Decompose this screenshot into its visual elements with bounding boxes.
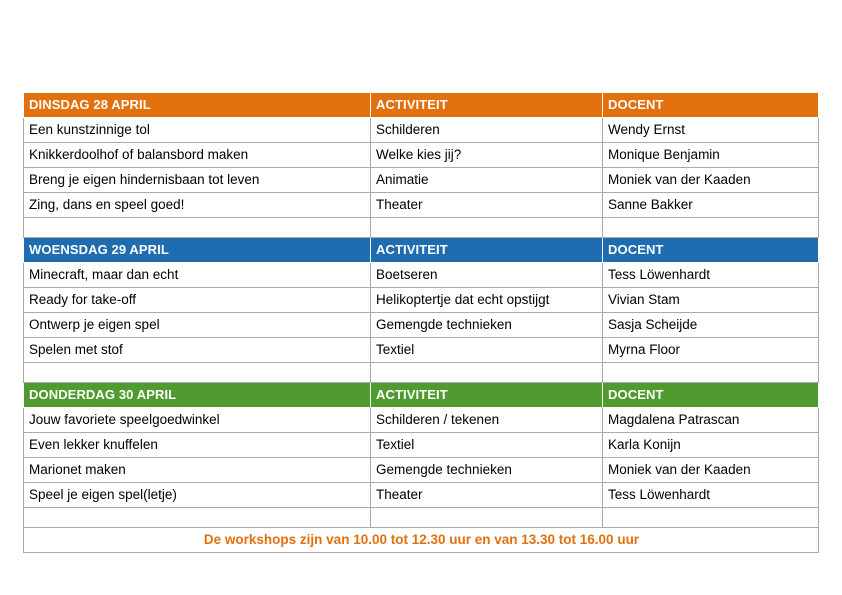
- cell-teacher: Myrna Floor: [603, 338, 819, 363]
- footer-row: [24, 528, 819, 553]
- cell-activity: Helikoptertje dat echt opstijgt: [371, 288, 603, 313]
- header-day-tuesday: DINSDAG 28 APRIL: [24, 93, 371, 118]
- spacer-cell: [603, 363, 819, 383]
- spacer-row: [24, 363, 819, 383]
- header-day-thursday: DONDERDAG 30 APRIL: [24, 383, 371, 408]
- cell-teacher: Sasja Scheijde: [603, 313, 819, 338]
- table-row: [24, 143, 819, 168]
- table-row: [24, 458, 819, 483]
- cell-teacher: Tess Löwenhardt: [603, 483, 819, 508]
- cell-workshop: Ready for take-off: [24, 288, 371, 313]
- cell-teacher: Magdalena Patrascan: [603, 408, 819, 433]
- table-row: [24, 408, 819, 433]
- spacer-cell: [603, 218, 819, 238]
- spacer-cell: [24, 363, 371, 383]
- cell-workshop: Marionet maken: [24, 458, 371, 483]
- cell-workshop: Spelen met stof: [24, 338, 371, 363]
- cell-workshop: Minecraft, maar dan echt: [24, 263, 371, 288]
- footer-note: De workshops zijn van 10.00 tot 12.30 uur en van 13.30 tot 16.00 uur: [24, 528, 819, 553]
- workshop-schedule-sheet: [23, 92, 818, 553]
- header-activity-wednesday: ACTIVITEIT: [371, 238, 603, 263]
- cell-activity: Schilderen: [371, 118, 603, 143]
- header-teacher-thursday: DOCENT: [603, 383, 819, 408]
- header-day-wednesday: WOENSDAG 29 APRIL: [24, 238, 371, 263]
- cell-workshop: Ontwerp je eigen spel: [24, 313, 371, 338]
- spacer-cell: [371, 363, 603, 383]
- cell-workshop: Knikkerdoolhof of balansbord maken: [24, 143, 371, 168]
- cell-teacher: Sanne Bakker: [603, 193, 819, 218]
- cell-workshop: Een kunstzinnige tol: [24, 118, 371, 143]
- section-header-tuesday: [24, 93, 819, 118]
- table-row: [24, 193, 819, 218]
- cell-activity: Gemengde technieken: [371, 458, 603, 483]
- header-activity-thursday: ACTIVITEIT: [371, 383, 603, 408]
- spacer-cell: [603, 508, 819, 528]
- cell-teacher: Wendy Ernst: [603, 118, 819, 143]
- table-row: [24, 483, 819, 508]
- section-header-thursday: [24, 383, 819, 408]
- section-header-wednesday: [24, 238, 819, 263]
- cell-teacher: Karla Konijn: [603, 433, 819, 458]
- cell-activity: Textiel: [371, 433, 603, 458]
- cell-teacher: Tess Löwenhardt: [603, 263, 819, 288]
- cell-activity: Welke kies jij?: [371, 143, 603, 168]
- cell-teacher: Monique Benjamin: [603, 143, 819, 168]
- table-row: [24, 288, 819, 313]
- cell-workshop: Even lekker knuffelen: [24, 433, 371, 458]
- header-teacher-tuesday: DOCENT: [603, 93, 819, 118]
- cell-activity: Gemengde technieken: [371, 313, 603, 338]
- cell-teacher: Moniek van der Kaaden: [603, 458, 819, 483]
- cell-workshop: Zing, dans en speel goed!: [24, 193, 371, 218]
- header-activity-tuesday: ACTIVITEIT: [371, 93, 603, 118]
- table-row: [24, 168, 819, 193]
- table-row: [24, 313, 819, 338]
- cell-activity: Theater: [371, 483, 603, 508]
- spacer-cell: [371, 508, 603, 528]
- cell-activity: Theater: [371, 193, 603, 218]
- header-teacher-wednesday: DOCENT: [603, 238, 819, 263]
- cell-teacher: Moniek van der Kaaden: [603, 168, 819, 193]
- schedule-table: [23, 92, 819, 553]
- cell-activity: Boetseren: [371, 263, 603, 288]
- cell-workshop: Speel je eigen spel(letje): [24, 483, 371, 508]
- spacer-cell: [24, 218, 371, 238]
- spacer-row: [24, 508, 819, 528]
- cell-teacher: Vivian Stam: [603, 288, 819, 313]
- table-row: [24, 263, 819, 288]
- table-row: [24, 338, 819, 363]
- spacer-cell: [371, 218, 603, 238]
- spacer-cell: [24, 508, 371, 528]
- cell-workshop: Jouw favoriete speelgoedwinkel: [24, 408, 371, 433]
- cell-workshop: Breng je eigen hindernisbaan tot leven: [24, 168, 371, 193]
- cell-activity: Textiel: [371, 338, 603, 363]
- table-row: [24, 118, 819, 143]
- cell-activity: Animatie: [371, 168, 603, 193]
- table-row: [24, 433, 819, 458]
- cell-activity: Schilderen / tekenen: [371, 408, 603, 433]
- spacer-row: [24, 218, 819, 238]
